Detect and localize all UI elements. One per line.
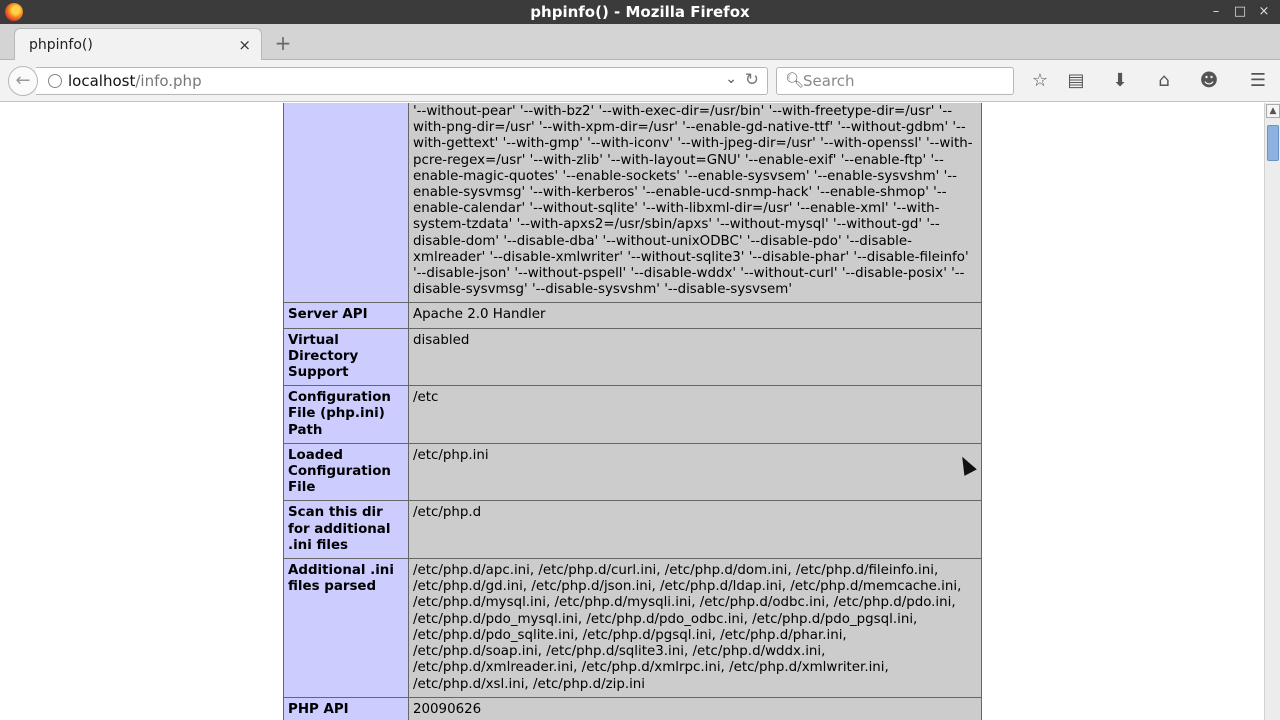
download-icon[interactable]: ⬇ (1112, 70, 1128, 91)
search-bar[interactable] (776, 67, 1014, 95)
page-content (0, 103, 1264, 720)
chat-icon[interactable]: ☻ (1199, 70, 1219, 91)
row-value: /etc/php.ini (409, 443, 982, 501)
tab-strip (0, 24, 1280, 60)
phpinfo-table (283, 103, 982, 720)
url-bar[interactable] (36, 67, 768, 95)
table-row (284, 386, 982, 444)
window-titlebar (0, 0, 1280, 24)
row-value: 20090626 (409, 697, 982, 720)
back-arrow-icon: ← (15, 70, 31, 91)
close-window-button[interactable]: × (1258, 4, 1270, 19)
menu-icon[interactable]: ☰ (1249, 70, 1267, 91)
globe-icon (48, 74, 62, 88)
row-key: Additional .ini files parsed (284, 559, 409, 698)
row-key: Loaded Configuration File (284, 443, 409, 501)
tab-phpinfo[interactable] (14, 28, 262, 61)
row-key: Scan this dir for additional .ini files (284, 501, 409, 559)
new-tab-button[interactable]: + (274, 31, 292, 55)
row-value: Apache 2.0 Handler (409, 303, 982, 328)
table-row (284, 559, 982, 698)
url-host: localhost (68, 72, 136, 90)
window-controls (1206, 2, 1274, 22)
table-row (284, 103, 982, 303)
table-row (284, 501, 982, 559)
maximize-button[interactable]: □ (1233, 4, 1247, 19)
table-row (284, 697, 982, 720)
back-button[interactable] (8, 66, 38, 96)
chevron-down-icon[interactable]: ⌄ (725, 71, 737, 87)
row-value: /etc/php.d (409, 501, 982, 559)
search-input[interactable] (803, 71, 1003, 91)
window-title: phpinfo() - Mozilla Firefox (530, 3, 750, 21)
row-key: Configuration File (php.ini) Path (284, 386, 409, 444)
scrollbar-thumb[interactable] (1267, 125, 1279, 161)
vertical-scrollbar[interactable] (1264, 103, 1280, 720)
search-icon: 🔍︎ (785, 71, 805, 89)
row-key: Virtual Directory Support (284, 328, 409, 386)
table-row (284, 328, 982, 386)
minimize-button[interactable]: – (1212, 4, 1220, 19)
url-text[interactable] (68, 72, 202, 90)
navigation-toolbar (0, 60, 1280, 102)
close-tab-icon[interactable]: × (238, 36, 251, 54)
scroll-up-icon[interactable]: ▲ (1266, 104, 1280, 118)
table-row (284, 443, 982, 501)
row-value: /etc (409, 386, 982, 444)
reading-list-icon[interactable]: ▤ (1067, 70, 1085, 91)
row-value: disabled (409, 328, 982, 386)
row-value: /etc/php.d/apc.ini, /etc/php.d/curl.ini, /etc/php.d/dom.ini, /etc/php.d/fileinfo.ini, /etc/php.d/gd.ini, /etc/php.d/json.ini, /etc/php.d/ldap.ini, /etc/php.d/memcache.ini, /etc/php.d/mysql.ini, /etc/php.d/mysqli.ini, /etc/php.d/odbc.ini, /etc/php.d/pdo.ini, /etc/php.d/pdo_mysql.ini, /etc/php.d/pdo_odbc.ini, /etc/php.d/pdo_pgsql.ini, /etc/php.d/pdo_sqlite.ini, /etc/php.d/pgsql.ini, /etc/php.d/phar.ini, /etc/php.d/soap.ini, /etc/php.d/sqlite3.ini, /etc/php.d/wddx.ini, /etc/php.d/xmlreader.ini, /etc/php.d/xmlrpc.ini, /etc/php.d/xmlwriter.ini, /etc/php.d/xsl.ini, /etc/php.d/zip.ini (409, 559, 982, 698)
row-value: '--without-pear' '--with-bz2' '--with-exec-dir=/usr/bin' '--with-freetype-dir=/usr' '--with-png-dir=/usr' '--with-xpm-dir=/usr' '--enable-gd-native-ttf' '--without-gdbm' '--with-gettext' '--with-gmp' '--with-iconv' '--with-jpeg-dir=/usr' '--with-openssl' '--with-pcre-regex=/usr' '--with-zlib' '--with-layout=GNU' '--enable-exif' '--enable-ftp' '--enable-magic-quotes' '--enable-sockets' '--enable-sysvsem' '--enable-sysvshm' '--enable-sysvmsg' '--with-kerberos' '--enable-ucd-snmp-hack' '--enable-shmop' '--enable-calendar' '--without-sqlite' '--with-libxml-dir=/usr' '--enable-xml' '--with-system-tzdata' '--with-apxs2=/usr/sbin/apxs' '--without-mysql' '--without-gd' '--disable-dom' '--disable-dba' '--without-unixODBC' '--disable-pdo' '--disable-xmlreader' '--disable-xmlwriter' '--without-sqlite3' '--disable-phar' '--disable-fileinfo' '--disable-json' '--without-pspell' '--disable-wddx' '--without-curl' '--disable-posix' '--disable-sysvmsg' '--disable-sysvshm' '--disable-sysvsem' (409, 103, 982, 303)
tab-title: phpinfo() (29, 37, 93, 53)
reload-icon[interactable]: ↻ (744, 70, 759, 90)
row-key: PHP API (284, 697, 409, 720)
table-row (284, 303, 982, 328)
row-key: Server API (284, 303, 409, 328)
home-icon[interactable]: ⌂ (1158, 70, 1170, 91)
url-path: /info.php (135, 72, 202, 90)
bookmark-star-icon[interactable]: ☆ (1031, 70, 1049, 91)
row-key (284, 103, 409, 303)
